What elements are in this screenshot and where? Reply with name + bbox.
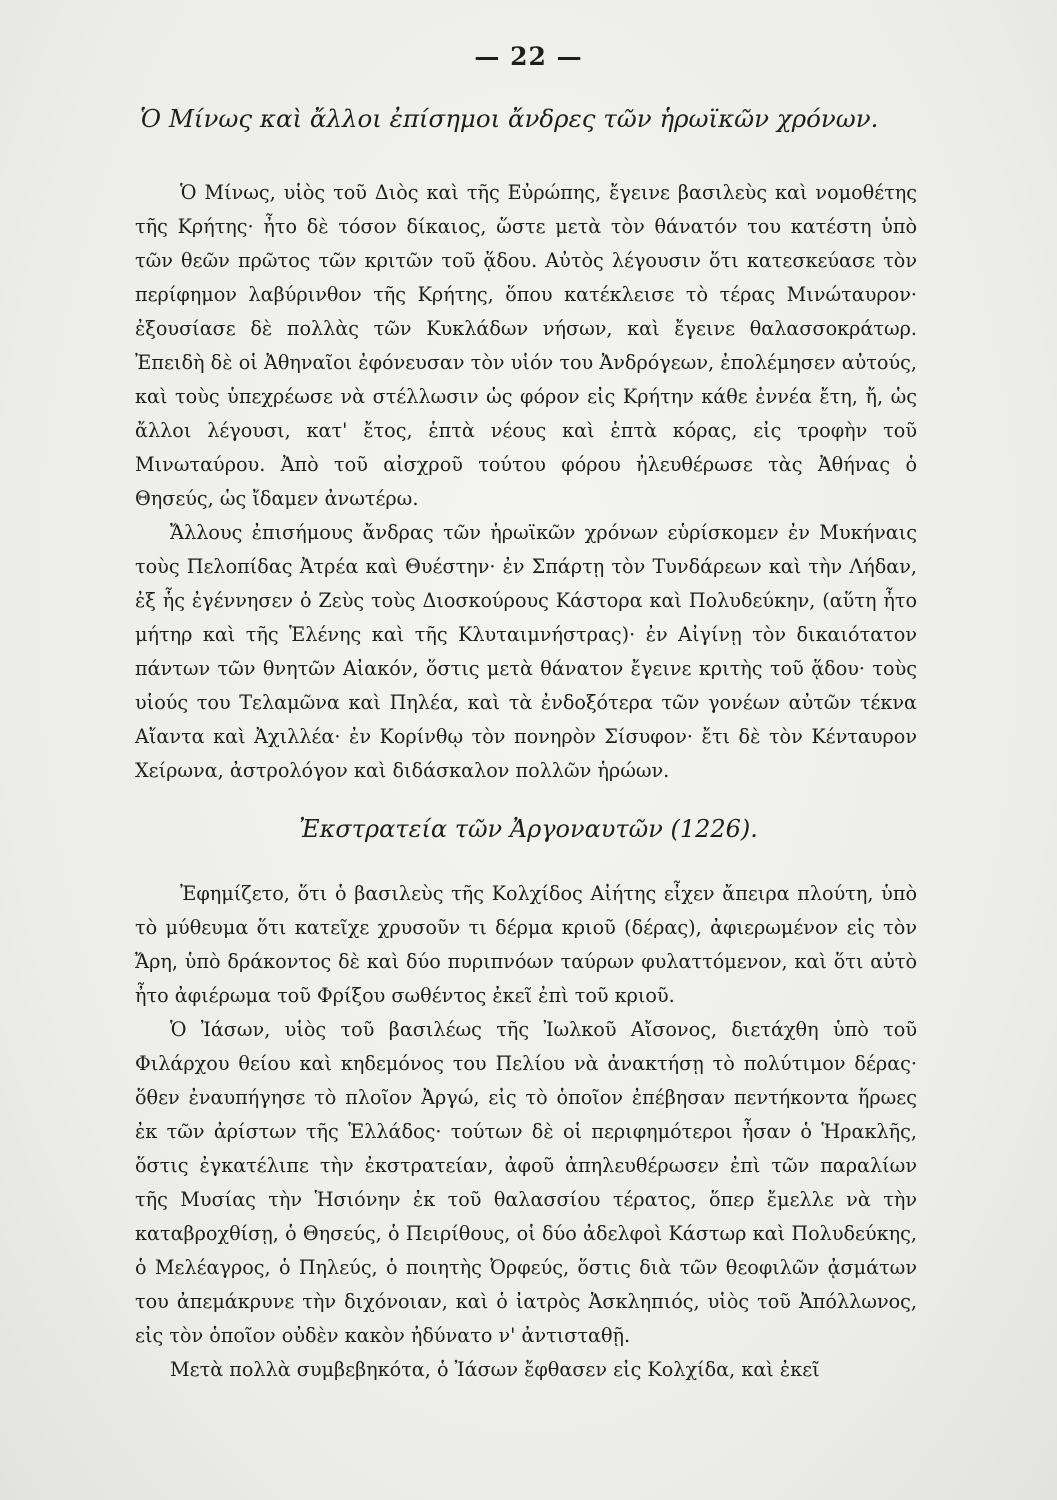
paragraph: Ὁ Ἰάσων, υἱὸς τοῦ βασιλέως τῆς Ἰωλκοῦ Αἴσονος, διετάχθη ὑπὸ τοῦ Φιλάρχου θείου καὶ κηδεμόνος του Πελίου νὰ ἀνακτήσῃ τὸ πολύτιμον δέρας· ὅθεν ἐναυπήγησε τὸ πλοῖον Ἀργώ, εἰς τὸ ὁποῖον ἐπέβησαν πεντήκοντα ἥρωες ἐκ τῶν ἀρίστων τῆς Ἑλλάδος· τούτων δὲ οἱ περιφημότεροι ἦσαν ὁ Ἡρακλῆς, ὅστις ἐγκατέλιπε τὴν ἐκστρατείαν, ἀφοῦ ἀπηλευθέρωσεν ἐπὶ τῶν παραλίων τῆς Μυσίας τὴν Ἡσιόνην ἐκ τοῦ θαλασσίου τέρατος, ὅπερ ἔμελλε νὰ τὴν καταβροχθίσῃ, ὁ Θησεύς, ὁ Πειρίθους, οἱ δύο ἀδελφοὶ Κάστωρ καὶ Πολυδεύκης, ὁ Μελέαγρος, ὁ Πηλεύς, ὁ ποιητὴς Ὀρφεύς, ὅστις διὰ τῶν θεοφιλῶν ᾀσμάτων του ἀπεμάκρυνε τὴν διχόνοιαν, καὶ ὁ ἰατρὸς Ἀσκληπιός, υἱὸς τοῦ Ἀπόλλωνος, εἰς τὸν ὁποῖον οὐδὲν κακὸν ἠδύνατο ν' ἀντισταθῇ. [135, 1018, 917, 1347]
section-heading-argonauts: Ἐκστρατεία τῶν Ἀργοναυτῶν (1226). [299, 815, 758, 843]
section-body-minos [135, 176, 917, 788]
section-heading-minos: Ὁ Μίνως καὶ ἄλλοι ἐπίσημοι ἄνδρες τῶν ἡρωϊκῶν χρόνων. [140, 104, 879, 133]
section-body-argonauts [135, 877, 917, 1387]
paragraph: Μετὰ πολλὰ συμβεβηκότα, ὁ Ἰάσων ἔφθασεν εἰς Κολχίδα, καὶ ἐκεῖ [170, 1358, 820, 1381]
paragraph: Ἐφημίζετο, ὅτι ὁ βασιλεὺς τῆς Κολχίδος Αἰήτης εἶχεν ἄπειρα πλούτη, ὑπὸ τὸ μύθευμα ὅτι κατεῖχε χρυσοῦν τι δέρμα κριοῦ (δέρας), ἀφιερωμένον εἰς τὸν Ἄρη, ὑπὸ δράκοντος δὲ καὶ δύο πυριπνόων ταύρων φυλαττόμενον, καὶ ὅτι αὐτὸ ἦτο ἀφιέρωμα τοῦ Φρίξου σωθέντος ἐκεῖ ἐπὶ τοῦ κριοῦ. [135, 882, 917, 1007]
paragraph: Ὁ Μίνως, υἱὸς τοῦ Διὸς καὶ τῆς Εὐρώπης, ἔγεινε βασιλεὺς καὶ νομοθέτης τῆς Κρήτης· ἦτο δὲ τόσον δίκαιος, ὥστε μετὰ τὸν θάνατόν του κατέστη ὑπὸ τῶν θεῶν πρῶτος τῶν κριτῶν τοῦ ᾅδου. Αὐτὸς λέγουσιν ὅτι κατεσκεύασε τὸν περίφημον λαβύρινθον τῆς Κρήτης, ὅπου κατέκλεισε τὸ τέρας Μινώταυρον· ἐξουσίασε δὲ πολλὰς τῶν Κυκλάδων νήσων, καὶ ἔγεινε θαλασσοκράτωρ. Ἐπειδὴ δὲ οἱ Ἀθηναῖοι ἐφόνευσαν τὸν υἱόν του Ἀνδρόγεων, ἐπολέμησεν αὐτούς, καὶ τοὺς ὑπεχρέωσε νὰ στέλλωσιν ὡς φόρον εἰς Κρήτην κάθε ἐννέα ἔτη, ἤ, ὡς ἄλλοι λέγουσι, κατ' ἔτος, ἑπτὰ νέους καὶ ἑπτὰ κόρας, εἰς τροφὴν τοῦ Μινωταύρου. Ἀπὸ τοῦ αἰσχροῦ τούτου φόρου ἠλευθέρωσε τὰς Ἀθήνας ὁ Θησεύς, ὡς ἴδαμεν ἀνωτέρω. [135, 181, 917, 510]
page-number: — 22 — [474, 42, 583, 71]
paragraph: Ἄλλους ἐπισήμους ἄνδρας τῶν ἡρωϊκῶν χρόνων εὑρίσκομεν ἐν Μυκήναις τοὺς Πελοπίδας Ἀτρέα καὶ Θυέστην· ἐν Σπάρτῃ τὸν Τυνδάρεων καὶ τὴν Λήδαν, ἐξ ἧς ἐγέννησεν ὁ Ζεὺς τοὺς Διοσκούρους Κάστορα καὶ Πολυδεύκην, (αὕτη ἦτο μήτηρ καὶ τῆς Ἑλένης καὶ τῆς Κλυταιμνήστρας)· ἐν Αἰγίνῃ τὸν δικαιότατον πάντων τῶν θνητῶν Αἰακόν, ὅστις μετὰ θάνατον ἔγεινε κριτὴς τοῦ ᾅδου· τοὺς υἱούς του Τελαμῶνα καὶ Πηλέα, καὶ τὰ ἐνδοξότερα τῶν γονέων αὐτῶν τέκνα Αἴαντα καὶ Ἀχιλλέα· ἐν Κορίνθῳ τὸν πονηρὸν Σίσυφον· ἔτι δὲ τὸν Κένταυρον Χείρωνα, ἀστρολόγον καὶ διδάσκαλον πολλῶν ἡρώων. [135, 521, 917, 782]
